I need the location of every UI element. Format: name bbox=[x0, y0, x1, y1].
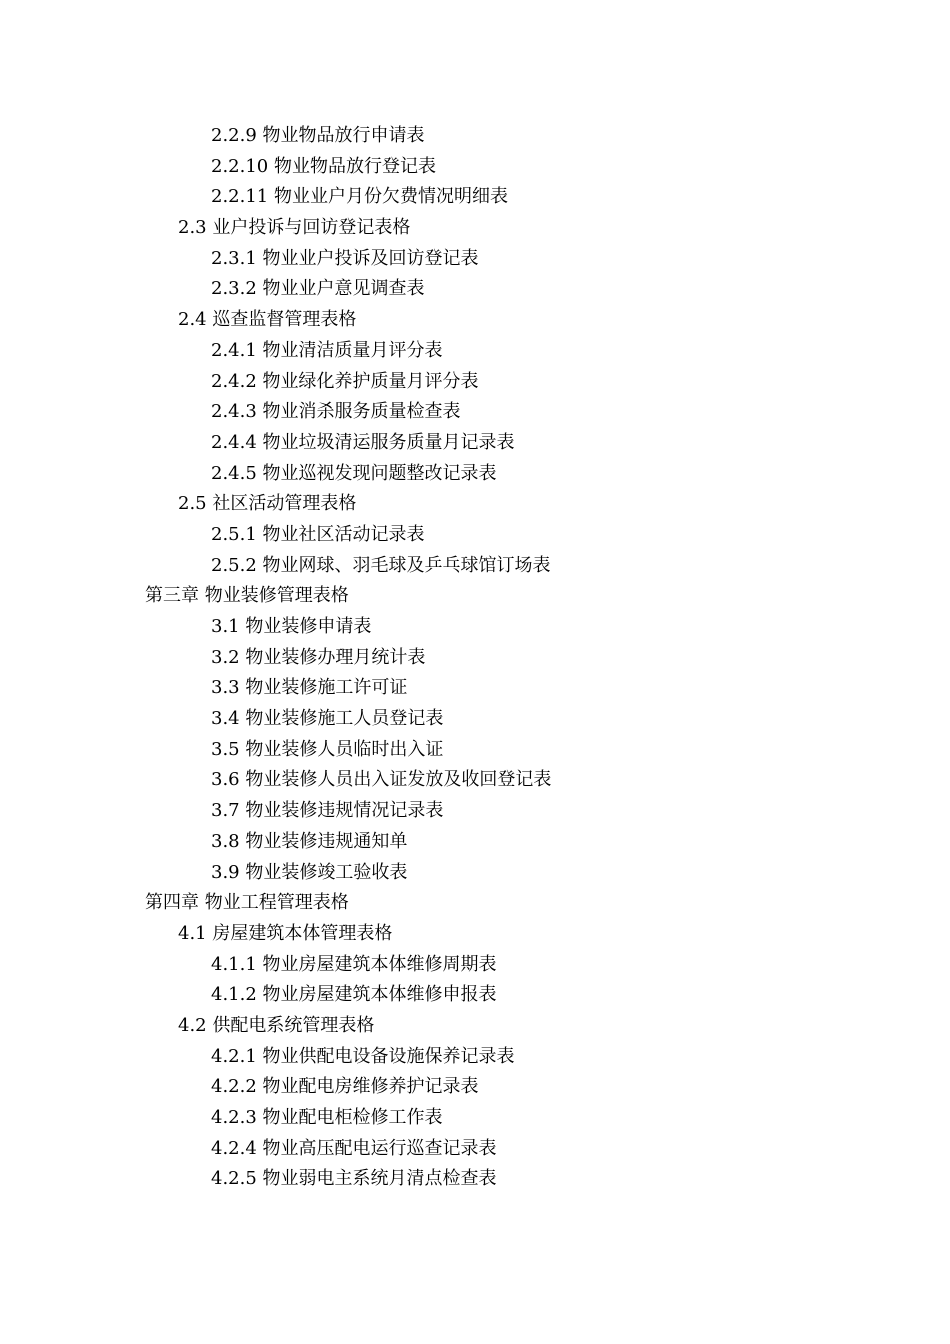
toc-entry: 4.1.2 物业房屋建筑本体维修申报表 bbox=[211, 984, 497, 1006]
toc-entry: 3.4 物业装修施工人员登记表 bbox=[211, 708, 444, 730]
toc-chapter-heading: 第三章 物业装修管理表格 bbox=[145, 585, 349, 607]
toc-entry: 2.5.1 物业社区活动记录表 bbox=[211, 523, 425, 545]
toc-entry: 4.2.5 物业弱电主系统月清点检查表 bbox=[211, 1168, 497, 1190]
toc-entry: 3.8 物业装修违规通知单 bbox=[211, 830, 408, 852]
toc-entry: 2.4.3 物业消杀服务质量检查表 bbox=[211, 401, 461, 423]
toc-entry: 2.3.1 物业业户投诉及回访登记表 bbox=[211, 247, 479, 269]
toc-entry: 2.2.10 物业物品放行登记表 bbox=[211, 155, 436, 177]
toc-entry: 2.5.2 物业网球、羽毛球及乒乓球馆订场表 bbox=[211, 554, 551, 576]
toc-entry: 3.9 物业装修竣工验收表 bbox=[211, 861, 408, 883]
toc-entry: 3.7 物业装修违规情况记录表 bbox=[211, 800, 444, 822]
toc-entry: 2.2.9 物业物品放行申请表 bbox=[211, 125, 425, 146]
toc-entry: 2.4.5 物业巡视发现问题整改记录表 bbox=[211, 462, 497, 484]
toc-entry: 2.2.11 物业业户月份欠费情况明细表 bbox=[211, 186, 508, 208]
toc-section-heading: 2.5 社区活动管理表格 bbox=[178, 493, 357, 515]
toc-section-heading: 2.4 巡查监督管理表格 bbox=[178, 309, 357, 331]
toc-entry: 4.2.3 物业配电柜检修工作表 bbox=[211, 1107, 443, 1128]
toc-entry: 3.2 物业装修办理月统计表 bbox=[211, 646, 426, 668]
toc-section-heading: 4.1 房屋建筑本体管理表格 bbox=[178, 922, 393, 944]
toc-entry: 4.2.1 物业供配电设备设施保养记录表 bbox=[211, 1045, 515, 1067]
toc-entry: 3.3 物业装修施工许可证 bbox=[211, 677, 408, 699]
table-of-contents bbox=[0, 121, 950, 1195]
toc-entry: 4.2.4 物业高压配电运行巡查记录表 bbox=[211, 1137, 497, 1159]
toc-entry: 2.4.2 物业绿化养护质量月评分表 bbox=[211, 370, 479, 392]
toc-entry: 4.2.2 物业配电房维修养护记录表 bbox=[211, 1076, 479, 1098]
toc-section-heading: 4.2 供配电系统管理表格 bbox=[178, 1014, 375, 1036]
toc-entry: 4.1.1 物业房屋建筑本体维修周期表 bbox=[211, 953, 497, 975]
toc-entry: 2.3.2 物业业户意见调查表 bbox=[211, 278, 425, 300]
toc-chapter-heading: 第四章 物业工程管理表格 bbox=[145, 892, 349, 914]
toc-section-heading: 2.3 业户投诉与回访登记表格 bbox=[178, 217, 411, 239]
toc-entry: 2.4.4 物业垃圾清运服务质量月记录表 bbox=[211, 431, 515, 453]
toc-entry: 3.6 物业装修人员出入证发放及收回登记表 bbox=[211, 769, 552, 791]
toc-entry: 3.5 物业装修人员临时出入证 bbox=[211, 738, 444, 760]
toc-entry: 2.4.1 物业清洁质量月评分表 bbox=[211, 339, 443, 361]
toc-entry: 3.1 物业装修申请表 bbox=[211, 616, 372, 637]
